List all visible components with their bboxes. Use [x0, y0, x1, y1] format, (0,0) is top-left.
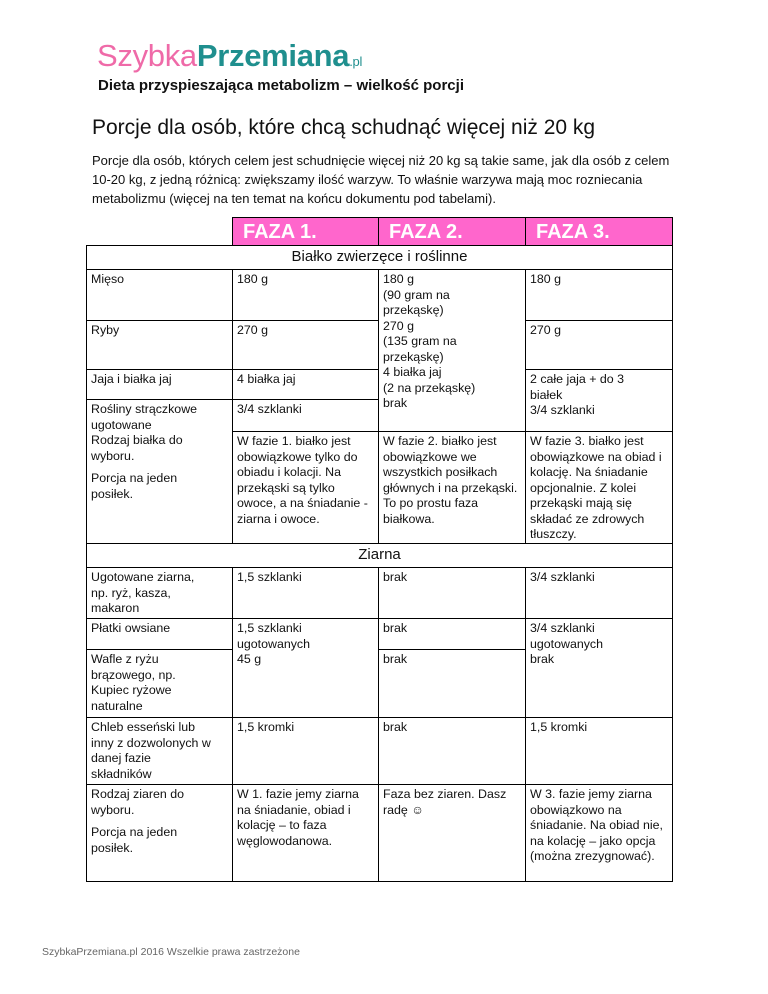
f2-cooked: brak [379, 568, 526, 619]
f2-line: 180 g [383, 272, 415, 286]
phase-header-row [87, 218, 673, 246]
f2-grains-note: Faza bez ziaren. Dasz radę ☺ [379, 785, 526, 882]
f2-line: przekąskę) [383, 303, 444, 317]
f3-protein-note: W fazie 3. białko jest obowiązkowe na obiad i kolację. Na śniadanie opcjonalnie. Z kolei przekąski mają się składać ze zdrowych tłuszczy. [526, 432, 673, 544]
label-wafers [87, 650, 233, 718]
document-subtitle: Dieta przyspieszająca metabolizm – wielkość porcji [98, 77, 464, 94]
f3-bread: 1,5 kromki [526, 718, 673, 785]
f1-line: 45 g [237, 652, 262, 666]
f1-protein-note: W fazie 1. białko jest obowiązkowe tylko do obiadu i kolacji. Na przekąski są tylko owoce, a na śniadanie - ziarna i owoce. [233, 432, 379, 544]
f2-protein-note: W fazie 2. białko jest obowiązkowe we wszystkich posiłkach głównych i na przekąski. To po prostu faza białkowa. [379, 432, 526, 544]
table-row [87, 718, 673, 785]
portion-table [86, 217, 673, 882]
phase-2-header: FAZA 2. [379, 218, 526, 246]
blank-corner [87, 218, 233, 246]
f1-oats-wafers [233, 619, 379, 718]
label-eggs: Jaja i białka jaj [87, 370, 233, 400]
protein-section-row [87, 246, 673, 270]
f1-line: 1,5 szklanki [237, 621, 302, 635]
f1-line: ugotowanych [237, 636, 311, 651]
f3-fish: 270 g [526, 321, 673, 370]
f3-line: 3/4 szklanki [530, 403, 595, 417]
table-row [87, 785, 673, 882]
logo-part-2: Przemiana [196, 38, 350, 73]
label-line: inny z dozwolonych w [91, 735, 211, 750]
f2-line: 270 g [383, 318, 415, 333]
table-row [87, 568, 673, 619]
label-cooked-grains [87, 568, 233, 619]
label-oats: Płatki owsiane [87, 619, 233, 650]
label-line: posiłek. [91, 486, 134, 501]
label-line: Rodzaj białka do [91, 433, 183, 447]
label-line: brązowego, np. [91, 667, 176, 682]
label-line: Kupiec ryżowe [91, 683, 172, 697]
f3-line: brak [530, 652, 555, 666]
table-row [87, 619, 673, 650]
f2-line: przekąskę) [383, 349, 444, 364]
phase-3-header: FAZA 3. [526, 218, 673, 246]
label-line: makaron [91, 601, 140, 615]
f1-eggs: 4 białka jaj [233, 370, 379, 400]
f1-legumes: 3/4 szklanki [233, 400, 379, 432]
label-line: np. ryż, kasza, [91, 585, 171, 600]
f3-eggs-legumes [526, 370, 673, 432]
label-line: Wafle z ryżu [91, 652, 159, 666]
phase-1-header: FAZA 1. [233, 218, 379, 246]
f3-line: 2 całe jaja + do 3 [530, 372, 625, 386]
f3-line: 3/4 szklanki [530, 621, 595, 635]
f3-cooked: 3/4 szklanki [526, 568, 673, 619]
f1-bread: 1,5 kromki [233, 718, 379, 785]
label-line: naturalne [91, 698, 143, 713]
label-line: danej fazie [91, 751, 151, 765]
f2-bread: brak [379, 718, 526, 785]
table-row [87, 270, 673, 321]
label-line: ugotowane [91, 417, 152, 432]
f2-line: brak [383, 396, 408, 410]
label-line: wyboru. [91, 802, 135, 817]
protein-section-title: Białko zwierzęce i roślinne [87, 246, 673, 270]
f2-line: (2 na przekąskę) [383, 380, 476, 395]
label-line: Chleb esseński lub [91, 720, 196, 734]
label-line: wyboru. [91, 448, 135, 463]
f2-line: (135 gram na [383, 334, 457, 348]
label-line: Porcja na jeden [91, 825, 178, 839]
logo-part-1: Szybka [97, 38, 197, 73]
label-line: Porcja na jeden [91, 471, 178, 485]
footer-copyright: SzybkaPrzemiana.pl 2016 Wszelkie prawa zastrzeżone [42, 946, 300, 958]
f2-oats: brak [379, 619, 526, 650]
label-legumes-choice [87, 400, 233, 544]
intro-paragraph: Porcje dla osób, których celem jest schudnięcie więcej niż 20 kg są takie same, jak dla osób z celem 10-20 kg, z jedną różnicą: zwiększamy ilość warzyw. To właśnie warzywa mają moc rozniecania metabolizmu (więcej na ten temat na końcu dokumentu pod tabelami). [92, 153, 670, 206]
label-meat: Mięso [87, 270, 233, 321]
logo-part-3: .pl [349, 54, 363, 69]
page-heading: Porcje dla osób, które chcą schudnąć więcej niż 20 kg [92, 116, 596, 139]
label-line: składników [91, 766, 152, 781]
f3-grains-note: W 3. fazie jemy ziarna obowiązkowo na śniadanie. Na obiad nie, na kolację – jako opcja (można zrezygnować). [526, 785, 673, 882]
label-grains-choice [87, 785, 233, 882]
f1-fish: 270 g [233, 321, 379, 370]
f3-meat: 180 g [526, 270, 673, 321]
label-line: Rodzaj ziaren do [91, 787, 184, 801]
f2-wafers: brak [379, 650, 526, 718]
label-line: Rośliny strączkowe [91, 402, 198, 416]
label-line: Ugotowane ziarna, [91, 570, 195, 584]
f2-protein-values [379, 270, 526, 432]
f2-line: (90 gram na [383, 287, 450, 302]
label-bread [87, 718, 233, 785]
f1-cooked: 1,5 szklanki [233, 568, 379, 619]
brand-logo [97, 38, 362, 74]
grains-section-row [87, 544, 673, 568]
f3-oats-wafers [526, 619, 673, 718]
grains-section-title: Ziarna [87, 544, 673, 568]
f3-line: białek [530, 387, 563, 402]
f2-line: 4 białka jaj [383, 365, 442, 379]
label-line: posiłek. [91, 840, 134, 855]
f1-grains-note: W 1. fazie jemy ziarna na śniadanie, obiad i kolację – to faza węglowodanowa. [233, 785, 379, 882]
label-fish: Ryby [87, 321, 233, 370]
f1-meat: 180 g [233, 270, 379, 321]
f3-line: ugotowanych [530, 636, 604, 651]
